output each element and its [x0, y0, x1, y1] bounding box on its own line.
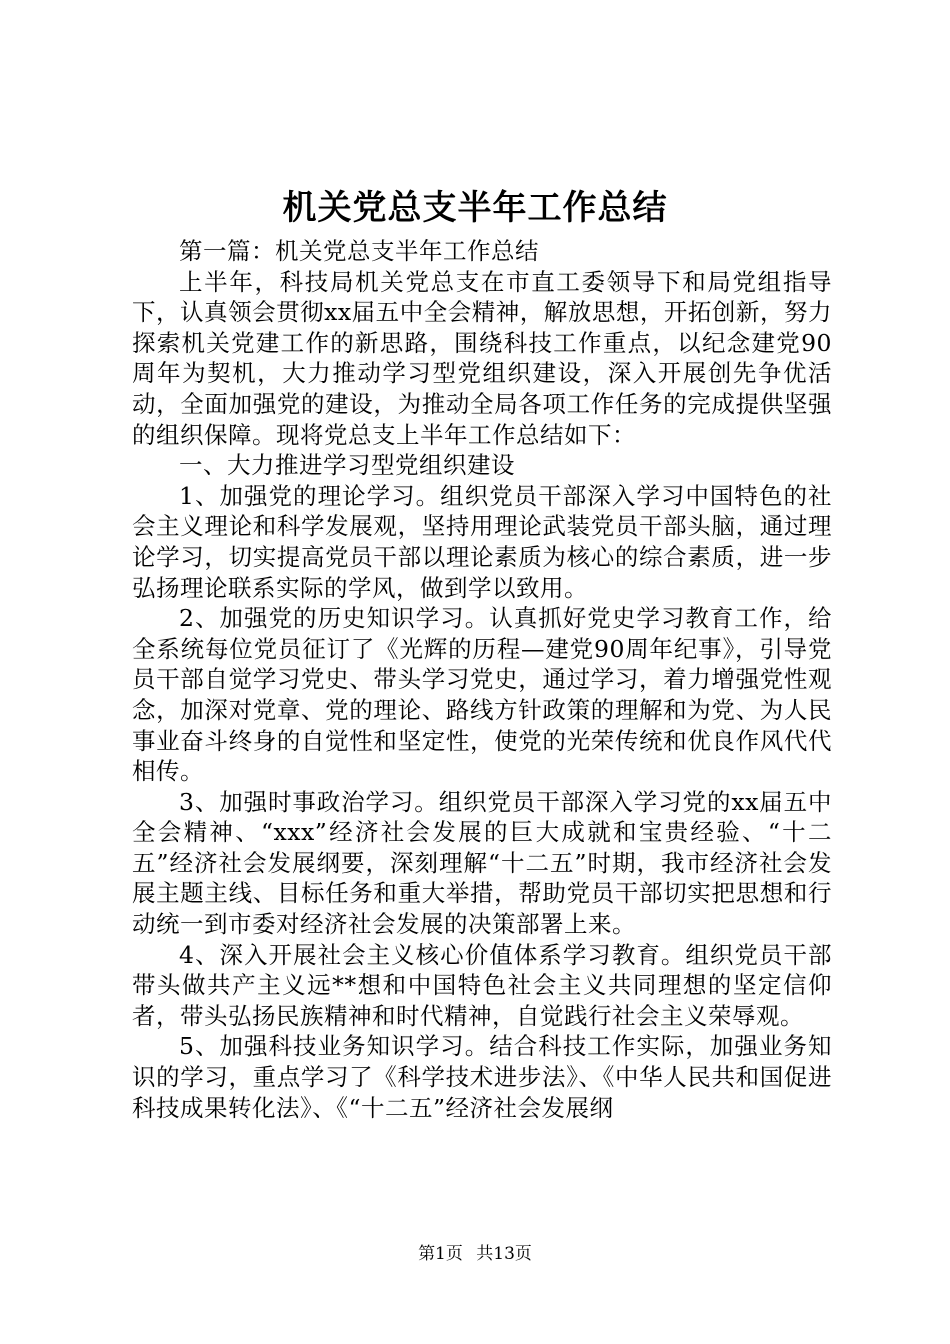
paragraph-item-2: 2、加强党的历史知识学习。认真抓好党史学习教育工作，给全系统每位党员征订了《光辉的历程—建党90周年纪事》，引导党员干部自觉学习党史、带头学习党史，通过学习，着力增强党性观念，加深对党章、党的理论、路线方针政策的理解和为党、为人民事业奋斗终身的自觉性和坚定性，使党的光荣传统和优良作风代代相传。 — [132, 604, 832, 786]
page-footer — [0, 1242, 950, 1266]
paragraph-item-1: 1、加强党的理论学习。组织党员干部深入学习中国特色的社会主义理论和科学发展观，坚持用理论武装党员干部头脑，通过理论学习，切实提高党员干部以理论素质为核心的综合素质，进一步弘扬理论联系实际的学风，做到学以致用。 — [132, 481, 832, 602]
document-body — [132, 236, 832, 1123]
paragraph-item-3: 3、加强时事政治学习。组织党员干部深入学习党的xx届五中全会精神、“xxx”经济社会发展的巨大成就和宝贵经验、“十二五”经济社会发展纲要，深刻理解“十二五”时期，我市经济社会发展主题主线、目标任务和重大举措，帮助党员干部切实把思想和行动统一到市委对经济社会发展的决策部署上来。 — [132, 787, 832, 939]
page-total: 共13页 — [476, 1244, 532, 1264]
paragraph-item-5: 5、加强科技业务知识学习。结合科技工作实际，加强业务知识的学习，重点学习了《科学技术进步法》、《中华人民共和国促进科技成果转化法》、《“十二五”经济社会发展纲 — [132, 1032, 832, 1122]
paragraph-item-4: 4、深入开展社会主义核心价值体系学习教育。组织党员干部带头做共产主义远**想和中国特色社会主义共同理想的坚定信仰者，带头弘扬民族精神和时代精神，自觉践行社会主义荣辱观。 — [132, 940, 832, 1030]
paragraph-intro: 上半年，科技局机关党总支在市直工委领导下和局党组指导下，认真领会贯彻xx届五中全会精神，解放思想，开拓创新，努力探索机关党建工作的新思路，围绕科技工作重点，以纪念建党90周年为契机，大力推动学习型党组织建设，深入开展创先争优活动，全面加强党的建设，为推动全局各项工作任务的完成提供坚强的组织保障。现将党总支上半年工作总结如下： — [132, 267, 832, 449]
section-heading: 一、大力推进学习型党组织建设 — [179, 451, 515, 480]
document-title: 机关党总支半年工作总结 — [282, 188, 668, 228]
paragraph-subtitle: 第一篇：机关党总支半年工作总结 — [179, 237, 539, 265]
page-number: 第1页 — [418, 1244, 463, 1264]
